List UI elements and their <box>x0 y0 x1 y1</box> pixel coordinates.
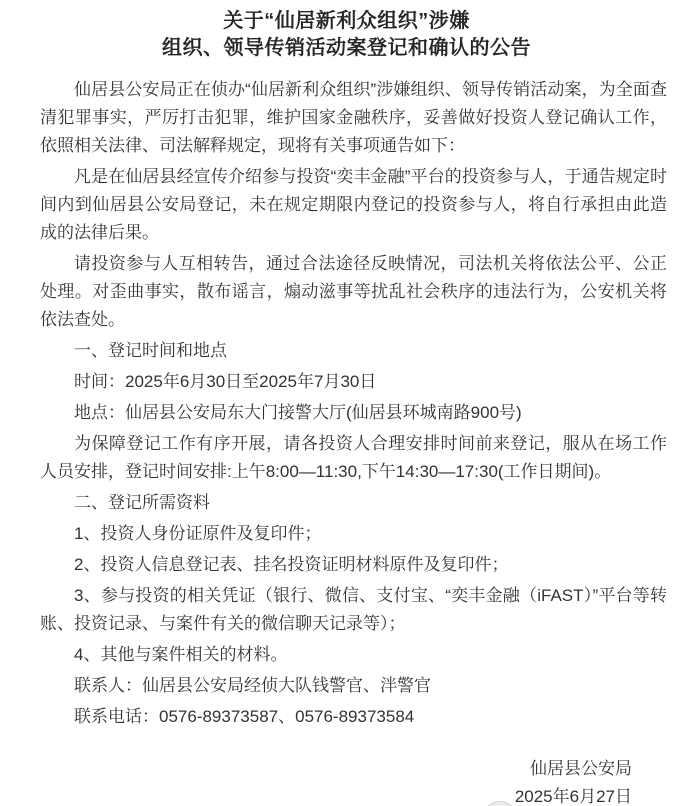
notice-title <box>40 8 667 62</box>
material-item-1: 1、投资人身份证原件及复印件； <box>74 524 322 543</box>
paragraph-legal-warning: 请投资参与人互相转告，通过合法途径反映情况，司法机关将依法公平、公正处理。对歪曲事实，散布谣言，煽动滋事等扰乱社会秩序的违法行为，公安机关将依法查处。 <box>40 254 667 329</box>
contact-phone-line: 联系电话：0576-89373587、0576-89373584 <box>74 707 415 726</box>
contact-person-line: 联系人：仙居县公安局经侦大队钱警官、泮警官 <box>74 676 431 695</box>
section-2-heading: 二、登记所需资料 <box>74 493 210 512</box>
signature-block <box>40 755 667 806</box>
section-1-heading: 一、登记时间和地点 <box>74 341 227 360</box>
registration-time-line: 时间：2025年6月30日至2025年7月30日 <box>74 372 377 391</box>
signature-issuer: 仙居县公安局 <box>530 759 632 778</box>
notice-title-line-2: 组织、领导传销活动案登记和确认的公告 <box>162 37 531 59</box>
paragraph-schedule: 为保障登记工作有序开展，请各投资人合理安排时间前来登记，服从在场工作人员安排，登记时间安排:上午8:00—11:30,下午14:30—17:30(工作日期间)。 <box>40 434 667 481</box>
registration-location-line: 地点：仙居县公安局东大门接警大厅(仙居县环城南路900号) <box>74 403 522 422</box>
paragraph-scope: 凡是在仙居县经宣传介绍参与投资“奕丰金融”平台的投资参与人，于通告规定时间内到仙居县公安局登记，未在规定期限内登记的投资参与人，将自行承担由此造成的法律后果。 <box>40 167 667 242</box>
paragraph-intro: 仙居县公安局正在侦办“仙居新利众组织”涉嫌组织、领导传销活动案，为全面查清犯罪事实，严厉打击犯罪，维护国家金融秩序，妥善做好投资人登记确认工作，依照相关法律、司法解释规定，现将有关事项通告如下： <box>40 80 667 155</box>
signature-date: 2025年6月27日 <box>514 787 632 806</box>
material-item-3: 3、参与投资的相关凭证（银行、微信、支付宝、“奕丰金融（iFAST）”平台等转账、投资记录、与案件有关的微信聊天记录等）； <box>40 586 667 633</box>
notice-title-line-1: 关于“仙居新利众组织”涉嫌 <box>223 10 470 32</box>
notice-body <box>40 76 667 731</box>
material-item-4: 4、其他与案件相关的材料。 <box>74 645 288 664</box>
material-item-2: 2、投资人信息登记表、挂名投资证明材料原件及复印件； <box>74 555 509 574</box>
